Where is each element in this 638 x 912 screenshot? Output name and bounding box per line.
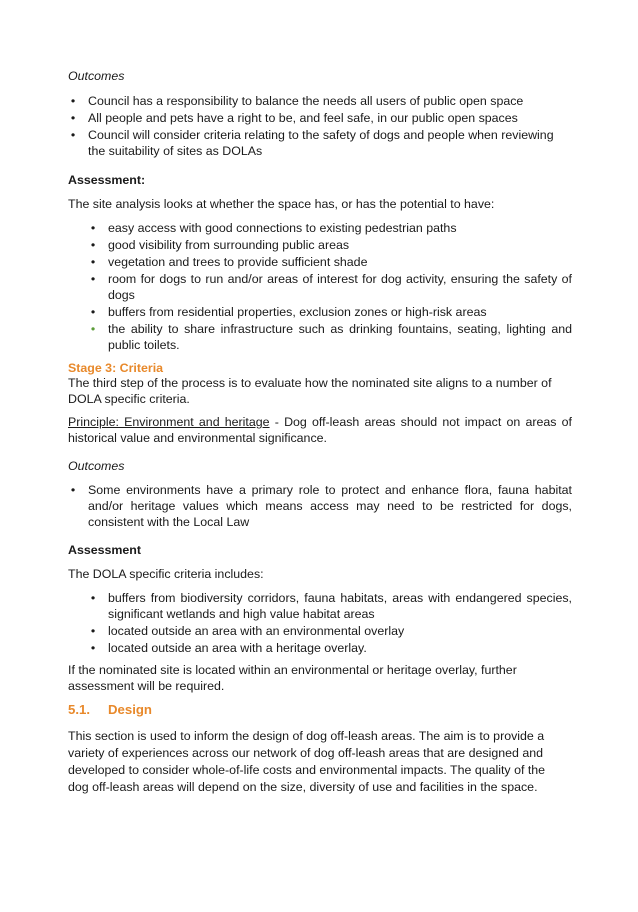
- assessment-intro: The site analysis looks at whether the space has, or has the potential to have:: [68, 197, 495, 211]
- list-item: • Council will consider criteria relating to the safety of dogs and people when reviewing the suitability of sites as DOLAs: [88, 127, 572, 159]
- bullet-icon: •: [90, 238, 96, 252]
- closing-paragraph: If the nominated site is located within an environmental or heritage overlay, further assessment will be required.: [68, 663, 517, 693]
- list-item: • buffers from residential properties, exclusion zones or high-risk areas: [108, 304, 572, 320]
- principle-label: Principle: Environment and heritage: [68, 415, 270, 429]
- bullet-icon: •: [90, 624, 96, 638]
- bullet-icon: •: [70, 94, 76, 108]
- section-heading: [68, 702, 152, 718]
- stage-intro: The third step of the process is to evaluate how the nominated site aligns to a number of DOLA specific criteria.: [68, 376, 552, 406]
- section-title: Design: [108, 702, 152, 717]
- principle-separator: -: [269, 415, 285, 429]
- list-item: • located outside an area with an environmental overlay: [108, 623, 572, 639]
- list-item: • the ability to share infrastructure such as drinking fountains, seating, lighting and public toilets.: [108, 321, 572, 353]
- list-item: • good visibility from surrounding public areas: [108, 237, 572, 253]
- outcomes-label: Outcomes: [68, 69, 125, 83]
- assessment-heading: Assessment:: [68, 173, 146, 187]
- list-item: • vegetation and trees to provide sufficient shade: [108, 254, 572, 270]
- list-item: • located outside an area with a heritage overlay.: [108, 640, 572, 656]
- bullet-icon: •: [90, 255, 96, 269]
- list-item: • room for dogs to run and/or areas of interest for dog activity, ensuring the safety of dogs: [108, 271, 572, 303]
- list-item: • easy access with good connections to existing pedestrian paths: [108, 220, 572, 236]
- bullet-icon: •: [90, 305, 96, 319]
- section-number: 5.1.: [68, 702, 90, 717]
- bullet-icon: •: [70, 128, 76, 142]
- criteria-list: [90, 590, 572, 657]
- section-body: This section is used to inform the design of dog off-leash areas. The aim is to provide a variety of experiences across our network of dog off-leash areas that are designed and developed to consider whole-of-life costs and environmental impacts. The quality of the dog off-leash areas will depend on the size, diversity of use and facilities in the space.: [68, 729, 546, 794]
- list-item: • Some environments have a primary role to protect and enhance flora, fauna habitat and/or heritage values which means access may need to be restricted for dogs, consistent with the Local Law: [88, 482, 572, 530]
- principle-paragraph: [68, 414, 572, 446]
- bullet-icon: •: [90, 641, 96, 655]
- bullet-icon: •: [90, 591, 96, 605]
- list-item: • buffers from biodiversity corridors, fauna habitats, areas with endangered species, significant wetlands and high value habitat areas: [108, 590, 572, 622]
- bullet-icon: •: [70, 483, 76, 497]
- bullet-icon: •: [70, 111, 76, 125]
- list-item: • Council has a responsibility to balance the needs all users of public open space: [88, 93, 572, 109]
- bullet-icon: •: [90, 322, 96, 336]
- outcomes-list: [70, 93, 572, 160]
- assessment-intro: The DOLA specific criteria includes:: [68, 567, 264, 581]
- stage-heading: Stage 3: Criteria: [68, 361, 164, 375]
- principle-text: Dog off-leash areas should not impact on areas of historical value and environmental significance.: [68, 415, 572, 445]
- outcomes-list: [70, 482, 572, 531]
- assessment-list: [90, 220, 572, 354]
- bullet-icon: •: [90, 272, 96, 286]
- outcomes-label: Outcomes: [68, 459, 125, 473]
- list-item: • All people and pets have a right to be, and feel safe, in our public open spaces: [88, 110, 572, 126]
- assessment-heading: Assessment: [68, 543, 142, 557]
- bullet-icon: •: [90, 221, 96, 235]
